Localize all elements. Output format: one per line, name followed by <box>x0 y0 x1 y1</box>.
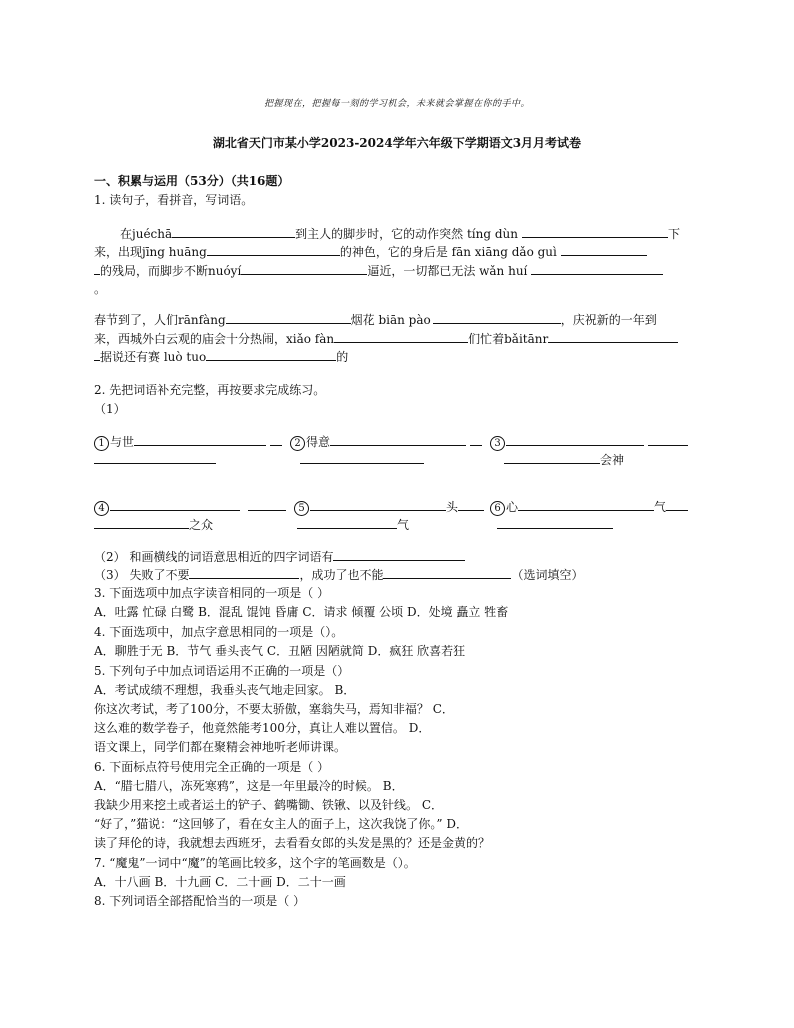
q1-p2-a: 春节到了，人们rānfàng <box>94 313 226 327</box>
q1-p1-e: 的神色，它的身后是 fān xiāng dǎo guì <box>339 245 557 259</box>
q6-option-d: 读了拜伦的诗，我就想去西班牙，去看看女郎的头发是黑的？还是金黄的？ <box>94 836 491 850</box>
blank[interactable] <box>270 433 282 446</box>
blank[interactable] <box>504 451 600 464</box>
blank[interactable] <box>300 451 424 464</box>
blank[interactable] <box>172 225 295 238</box>
item4-text: 之众 <box>189 518 214 532</box>
blank[interactable] <box>94 516 189 529</box>
q2-sub3-c: （选词填空） <box>511 568 584 582</box>
q2-row1b <box>94 451 624 468</box>
q6-option-b: 我缺少用来挖土或者运土的铲子、鹤嘴锄、铁锹、以及针线。 C． <box>94 798 443 812</box>
q1-p1-line1 <box>94 225 680 242</box>
q5-stem: 5. 下列句子中加点词语运用不正确的一项是（） <box>94 664 350 678</box>
blank[interactable] <box>333 548 465 561</box>
q8-stem: 8. 下列词语全部搭配恰当的一项是（ ） <box>94 894 306 908</box>
circle-number-6: 6 <box>490 501 505 516</box>
blank[interactable] <box>206 348 336 361</box>
blank[interactable] <box>531 262 663 275</box>
blank[interactable] <box>226 311 351 324</box>
blank[interactable] <box>334 330 468 343</box>
q2-sub2 <box>94 548 465 565</box>
q1-p1-d: 来，出现jīng huāng <box>94 245 207 259</box>
item2-text: 得意 <box>306 435 331 449</box>
blank[interactable] <box>470 433 482 446</box>
circle-number-2: 2 <box>290 436 305 451</box>
q2-sub3-a: （3） 失败了不要 <box>94 568 190 582</box>
q1-p1-line3 <box>94 262 663 279</box>
q5-option-a: A．考试成绩不理想，我垂头丧气地走回家。 B． <box>94 683 356 697</box>
q6-stem: 6. 下面标点符号使用完全正确的一项是（ ） <box>94 760 330 774</box>
q5-option-c: 这么难的数学卷子，他竟然能考100分，真让人难以置信。 D． <box>94 721 431 735</box>
circle-number-3: 3 <box>490 436 505 451</box>
blank[interactable] <box>241 262 367 275</box>
blank[interactable] <box>506 433 644 446</box>
q6-option-a: A．“腊七腊八，冻死寒鸦”，这是一年里最冷的时候。 B． <box>94 779 404 793</box>
blank[interactable] <box>433 311 561 324</box>
q1-p1-a: 在juéchā <box>120 227 173 241</box>
item1-text: 与世 <box>110 435 135 449</box>
q1-p2-g: 的 <box>336 350 349 364</box>
q3-options: A．吐露 忙碌 白鹭 B．混乱 馄饨 昏庸 C．请求 倾覆 公顷 D．处境 矗立 牲畜 <box>94 605 509 619</box>
q5-option-b: 你这次考试，考了100分，不要太骄傲，塞翁失马，焉知非福？ C． <box>94 702 454 716</box>
blank[interactable] <box>518 498 654 511</box>
q2-sub1: （1） <box>94 402 126 416</box>
q2-row2b <box>94 516 613 533</box>
q2-stem: 2. 先把词语补充完整，再按要求完成练习。 <box>94 383 326 397</box>
q1-p1-line2 <box>94 243 647 260</box>
blank[interactable] <box>497 516 613 529</box>
blank[interactable] <box>522 225 668 238</box>
q1-p2-c: ，庆祝新的一年到 <box>560 313 657 327</box>
blank[interactable] <box>458 498 484 511</box>
blank[interactable] <box>561 243 647 256</box>
blank[interactable] <box>310 498 446 511</box>
blank[interactable] <box>666 498 688 511</box>
item5-text-a: 头 <box>446 500 459 514</box>
q7-options: A．十八画 B．十九画 C．二十画 D．二十一画 <box>94 875 346 889</box>
blank[interactable] <box>548 330 678 343</box>
q1-p1-line4: 。 <box>94 282 107 296</box>
q6-option-c: “好了，”猫说：“这回够了，看在女主人的面子上，这次我饶了你。” D． <box>94 817 468 831</box>
blank[interactable] <box>189 566 299 579</box>
q2-sub3-b: ，成功了也不能 <box>299 568 384 582</box>
blank[interactable] <box>248 498 286 511</box>
q1-p1-c: 下 <box>668 227 681 241</box>
q1-p2-line2 <box>94 330 678 347</box>
item6-text-a: 心 <box>506 500 519 514</box>
q1-p2-d: 来，西城外白云观的庙会十分热闹，xiǎo fàn <box>94 332 335 346</box>
q4-options: A．聊胜于无 B．节气 垂头丧气 C．丑陋 因陋就简 D．疯狂 欣喜若狂 <box>94 644 466 658</box>
blank[interactable] <box>110 498 240 511</box>
section-heading: 一、积累与运用（53分）（共16题） <box>94 174 290 188</box>
q2-sub2-text: （2） 和画横线的词语意思相近的四字词语有 <box>94 550 334 564</box>
blank[interactable] <box>330 433 466 446</box>
item6-text-b: 气 <box>654 500 667 514</box>
q1-p2-f: 据说还有赛 luò tuo <box>100 350 207 364</box>
q4-stem: 4. 下面选项中，加点字意思相同的一项是（）。 <box>94 625 344 639</box>
item5-text-b: 气 <box>397 518 410 532</box>
blank[interactable] <box>297 516 397 529</box>
blank[interactable] <box>134 433 266 446</box>
blank[interactable] <box>207 243 340 256</box>
exam-title: 湖北省天门市某小学2023-2024学年六年级下学期语文3月月考试卷 <box>212 136 582 150</box>
q2-sub3 <box>94 566 583 583</box>
q1-p1-f: 的残局，而脚步不断nuóyí <box>100 264 242 278</box>
q2-row1 <box>94 433 688 451</box>
q1-p2-e: 们忙着bǎitānr <box>468 332 549 346</box>
item3-text: 会神 <box>600 453 625 467</box>
q1-stem: 1. 读句子，看拼音，写词语。 <box>94 193 254 207</box>
circle-number-5: 5 <box>294 501 309 516</box>
blank[interactable] <box>94 451 216 464</box>
q2-row2 <box>94 498 688 516</box>
q1-p2-line3 <box>94 348 348 365</box>
blank[interactable] <box>383 566 511 579</box>
q7-stem: 7. “魔鬼”一词中“魔”的笔画比较多，这个字的笔画数是（）。 <box>94 856 416 870</box>
motto: 把握现在，把握每一刻的学习机会，未来就会掌握在你的手中。 <box>263 99 530 109</box>
q5-option-d: 语文课上，同学们都在聚精会神地听老师讲课。 <box>94 740 347 754</box>
q1-p1-g: 逼近，一切都已无法 wǎn huí <box>367 264 528 278</box>
q1-p2-b: 烟花 biān pào <box>350 313 431 327</box>
q1-p2-line1 <box>94 311 657 328</box>
circle-number-4: 4 <box>94 501 109 516</box>
q3-stem: 3. 下面选项中加点字读音相同的一项是（ ） <box>94 586 330 600</box>
circle-number-1: 1 <box>94 436 109 451</box>
q1-p1-b: 到主人的脚步时，它的动作突然 tíng dùn <box>295 227 518 241</box>
blank[interactable] <box>648 433 688 446</box>
